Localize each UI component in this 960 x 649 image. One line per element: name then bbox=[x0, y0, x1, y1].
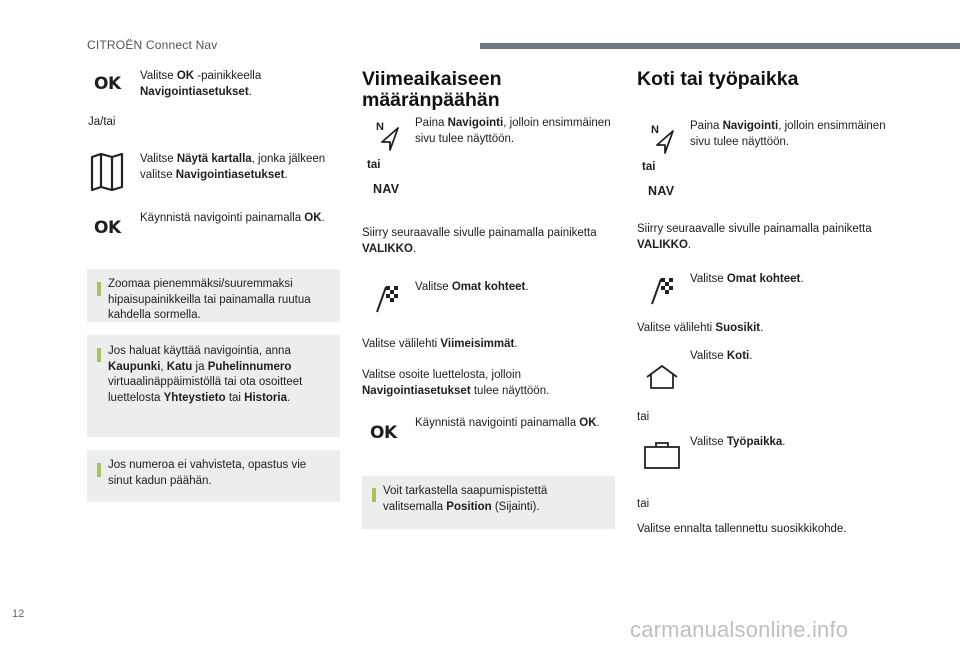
ok-icon: OK bbox=[94, 218, 121, 238]
ok-icon: OK bbox=[370, 423, 397, 443]
press-navigation-instruction: Paina Navigointi, jolloin ensimmäinen sivu tulee näyttöön. bbox=[690, 120, 886, 148]
watermark: carmanualsonline.info bbox=[630, 617, 849, 642]
note-zoom bbox=[87, 269, 340, 322]
recent-tab-instruction: Valitse välilehti Viimeisimmät. bbox=[362, 338, 518, 350]
ok-instruction: Valitse OK -painikkeella Navigointiasetukset. bbox=[140, 70, 262, 98]
menu-instruction: Siirry seuraavalle sivulle painamalla painiketta VALIKKO. bbox=[362, 227, 597, 255]
my-destinations-instruction: Valitse Omat kohteet. bbox=[415, 281, 529, 293]
home-instruction: Valitse Koti. bbox=[690, 350, 753, 362]
page-number: 12 bbox=[12, 608, 25, 620]
press-navigation-instruction: Paina Navigointi, jolloin ensimmäinen sivu tulee näyttöön. bbox=[415, 117, 611, 145]
start-navigation-instruction: Käynnistä navigointi painamalla OK. bbox=[415, 417, 600, 429]
nav-button-icon: NAV bbox=[373, 182, 400, 196]
note-address-entry bbox=[87, 335, 340, 437]
preset-favorite-instruction: Valitse ennalta tallennettu suosikkikohde. bbox=[637, 523, 847, 535]
menu-instruction: Siirry seuraavalle sivulle painamalla painiketta VALIKKO. bbox=[637, 223, 872, 251]
note-zoom-text: Zoomaa pienemmäksi/suuremmaksi hipaisupainikkeilla tai painamalla ruutua kahdella sormella. bbox=[108, 278, 311, 321]
my-destinations-instruction: Valitse Omat kohteet. bbox=[690, 273, 804, 285]
note-number-text: Jos numeroa ei vahvisteta, opastus vie sinut kadun päähän. bbox=[108, 459, 307, 487]
or-text: tai bbox=[637, 498, 650, 510]
running-header: CITROËN Connect Nav bbox=[87, 38, 218, 52]
work-instruction: Valitse Työpaikka. bbox=[690, 436, 786, 448]
header-bar bbox=[480, 43, 960, 49]
note-position-text: Voit tarkastella saapumispistettä valitsemalla Position (Sijainti). bbox=[383, 485, 548, 513]
note-marker bbox=[97, 348, 101, 362]
show-on-map-instruction: Valitse Näytä kartalla, jonka jälkeen valitse Navigointiasetukset. bbox=[140, 153, 326, 181]
briefcase-icon bbox=[643, 440, 681, 470]
note-marker bbox=[97, 282, 101, 296]
navigation-arrow-icon bbox=[379, 126, 401, 152]
map-icon bbox=[90, 153, 124, 191]
and-or-text: Ja/tai bbox=[88, 116, 116, 128]
section-title-recent: Viimeaikaiseen määränpäähän bbox=[362, 68, 502, 111]
note-number bbox=[87, 450, 340, 502]
home-icon bbox=[645, 364, 679, 390]
note-marker bbox=[97, 463, 101, 477]
favorites-tab-instruction: Valitse välilehti Suosikit. bbox=[637, 322, 764, 334]
compass-letter: N bbox=[651, 124, 659, 136]
ok-icon: OK bbox=[94, 74, 121, 94]
checkered-flag-icon bbox=[374, 284, 400, 314]
note-position bbox=[362, 476, 615, 529]
section-title-home-work: Koti tai työpaikka bbox=[637, 68, 799, 90]
navigation-arrow-icon bbox=[654, 129, 676, 155]
or-label: tai bbox=[367, 159, 381, 171]
or-text: tai bbox=[637, 411, 650, 423]
note-marker bbox=[372, 488, 376, 502]
note-address-text: Jos haluat käyttää navigointia, anna Kaupunki, Katu ja Puhelinnumero virtuaalinäppäimistöllä tai ota osoitteet luettelosta Yhteystieto tai Historia. bbox=[108, 345, 303, 404]
nav-button-icon: NAV bbox=[648, 184, 675, 198]
start-navigation-instruction: Käynnistä navigointi painamalla OK. bbox=[140, 212, 325, 224]
select-address-instruction: Valitse osoite luettelosta, jolloin Navigointiasetukset tulee näyttöön. bbox=[362, 369, 550, 397]
or-label: tai bbox=[642, 161, 656, 173]
compass-letter: N bbox=[376, 121, 384, 133]
checkered-flag-icon bbox=[649, 276, 675, 306]
